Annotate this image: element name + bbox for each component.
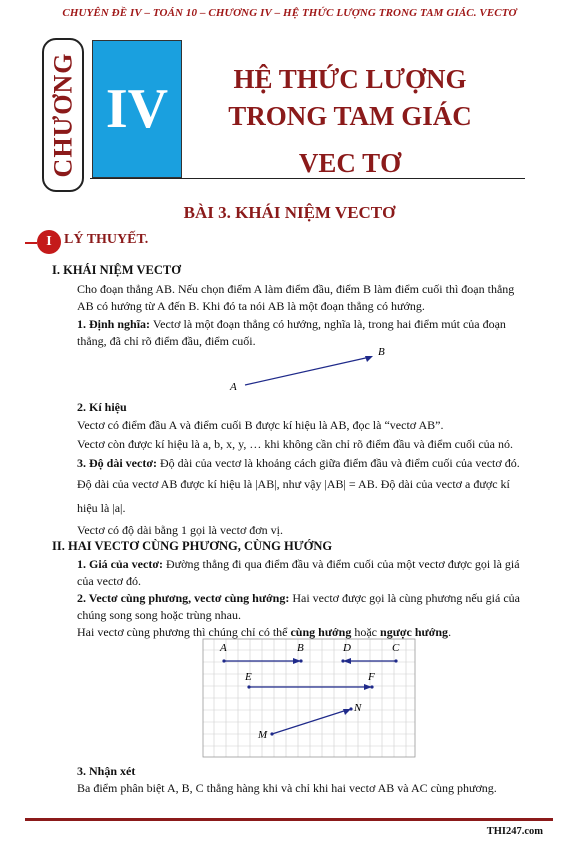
grid-label-c: C — [392, 642, 400, 654]
chapter-number: IV — [105, 78, 169, 140]
grid-label-f: F — [368, 671, 375, 683]
colinear-line-2: chúng song song hoặc trùng nhau. — [77, 608, 241, 622]
remark-text: Ba điểm phân biệt A, B, C thẳng hàng khi và chỉ khi hai vectơ AB và AC cùng phương. — [77, 781, 497, 795]
colinear-3a: Hai vectơ cùng phương thì chúng chỉ có thể — [77, 625, 291, 639]
running-header: CHUYÊN ĐỀ IV – TOÁN 10 – CHƯƠNG IV – HỆ THỨC LƯỢNG TRONG TAM GIÁC. VECTƠ — [62, 7, 517, 19]
grid-label-a: A — [220, 642, 227, 654]
theory-rule-left — [25, 242, 37, 244]
chapter-title-line-3: VEC TƠ — [298, 148, 402, 178]
vector-ab-figure — [225, 345, 400, 395]
same-direction-term: cùng hướng — [290, 625, 352, 639]
length-line-2: Độ dài của vectơ AB được kí hiệu là |AB|, như vậy |AB| = AB. Độ dài của vectơ a được kí — [77, 477, 510, 491]
length-line-3: hiệu là |a|. — [77, 501, 126, 515]
grid-figure — [202, 638, 416, 758]
chapter-word: CHƯƠNG — [48, 52, 78, 178]
definition-line-2: thẳng, đã chỉ rõ điểm đầu, điểm cuối. — [77, 334, 256, 348]
chapter-number-box — [92, 40, 182, 178]
colinear-label: 2. Vectơ cùng phương, vectơ cùng hướng: — [77, 591, 290, 605]
definition-label: 1. Định nghĩa: — [77, 317, 151, 331]
theory-badge: I — [37, 230, 61, 254]
section-2-title: II. HAI VECTƠ CÙNG PHƯƠNG, CÙNG HƯỚNG — [52, 539, 333, 553]
remark-label: 3. Nhận xét — [77, 764, 136, 778]
figure-label-b: B — [378, 346, 385, 358]
grid-label-d: D — [343, 642, 351, 654]
chapter-word-box — [42, 38, 84, 192]
figure-label-a: A — [230, 381, 237, 393]
grid-label-e: E — [245, 671, 252, 683]
chapter-title-line-1: HỆ THỨC LƯỢNG — [233, 64, 467, 94]
vector-ab-line — [245, 357, 370, 385]
opposite-direction-term: ngược hướng — [380, 625, 449, 639]
length-line-1 — [77, 455, 539, 472]
definition-line-1 — [77, 316, 539, 333]
lesson-title: BÀI 3. KHÁI NIỆM VECTƠ — [183, 203, 396, 222]
notation-label: 2. Kí hiệu — [77, 400, 127, 414]
length-label: 3. Độ dài vectơ: — [77, 456, 157, 470]
colinear-line-1 — [77, 590, 539, 607]
intro-line-1: Cho đoạn thẳng AB. Nếu chọn điểm A làm điểm đầu, điểm B làm điểm cuối thì đoạn thẳng — [77, 282, 515, 296]
notation-line-2: Vectơ còn được kí hiệu là a, b, x, y, … khi không cần chỉ rõ điểm đầu và điểm cuối của nó. — [77, 437, 513, 451]
support-line-1 — [77, 556, 539, 573]
definition-text: Vectơ là một đoạn thẳng có hướng, nghĩa là, trong hai điểm mút của đoạn — [150, 317, 506, 331]
intro-line-2: AB có hướng từ A đến B. Khi đó ta nói AB là một đoạn thẳng có hướng. — [77, 299, 425, 313]
colinear-3c: hoặc — [351, 625, 381, 639]
length-text: Độ dài của vectơ là khoảng cách giữa điểm đầu và điểm cuối của vectơ đó. — [156, 456, 520, 470]
support-text: Đường thẳng đi qua điểm đầu và điểm cuối của một vectơ được gọi là giá — [162, 557, 520, 571]
grid-label-n: N — [354, 702, 362, 714]
chapter-title-line-2: TRONG TAM GIÁC — [228, 101, 472, 131]
footer-rule — [25, 818, 553, 821]
grid-label-b: B — [297, 642, 304, 654]
grid-lines — [203, 639, 415, 757]
support-line-2: của vectơ đó. — [77, 574, 141, 588]
support-label: 1. Giá của vectơ: — [77, 557, 163, 571]
chapter-rule — [90, 178, 525, 179]
unit-vector-line: Vectơ có độ dài bằng 1 gọi là vectơ đơn vị. — [77, 523, 283, 537]
colinear-text: Hai vectơ được gọi là cùng phương nếu giá của — [289, 591, 520, 605]
grid-label-m: M — [258, 729, 268, 741]
notation-line-1: Vectơ có điểm đầu A và điểm cuối B được kí hiệu là AB, đọc là “vectơ AB”. — [77, 418, 444, 432]
theory-label: LÝ THUYẾT. — [64, 232, 149, 247]
section-1-title: I. KHÁI NIỆM VECTƠ — [52, 263, 181, 277]
footer-brand: THI247.com — [486, 826, 543, 837]
colinear-3e: . — [448, 625, 452, 639]
vector-ab-arrowhead — [365, 356, 373, 362]
